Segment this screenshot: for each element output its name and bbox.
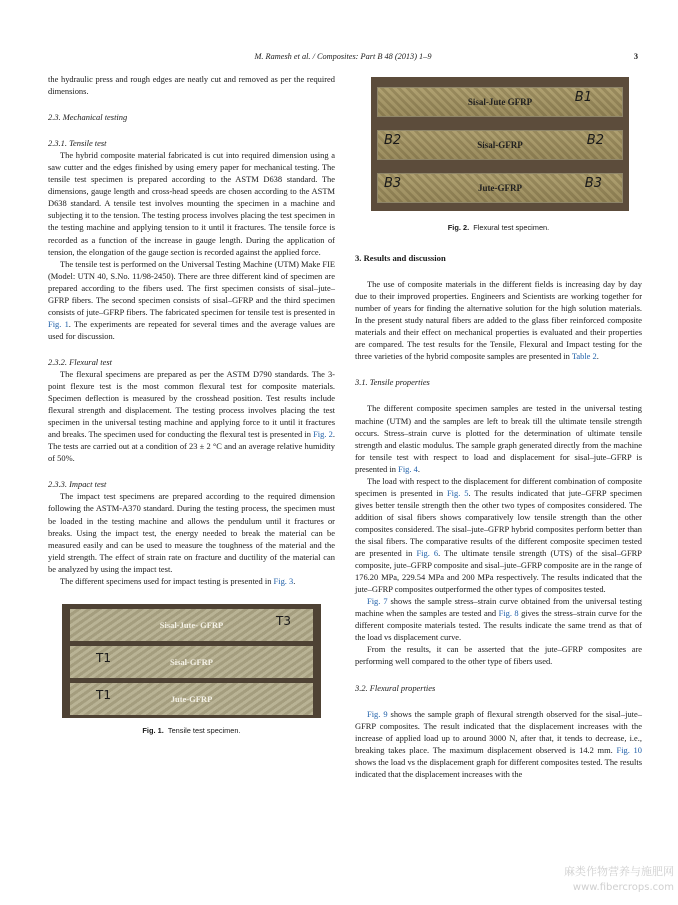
watermark-url: www.fibercrops.com [572, 882, 674, 893]
subsection-heading-tensile-test: 2.3.1. Tensile test [48, 138, 107, 149]
section-heading-results: 3. Results and discussion [355, 253, 446, 264]
paragraph: The hybrid composite material fabricated is cut into required dimension using a saw cutter and the edges finished by using emery paper for mechanical testing. The tensile test specimen is prepared according to the ASTM D638 standard. The dimensions, gauge length and cross-head speeds are chosen according to the ASTM D638 standard. A tensile test involves mounting the specimen in a machine and subjecting it to the tension. The testing process involves placing the test specimen in the testing machine and applying tension to it until it fractures. The tensile force is recorded as a function of the increase in gauge length. During the application of tension, the elongation of the gauge section is recorded against the applied force. [48, 150, 335, 257]
specimen-strip: B2 Sisal-GFRP B2 [377, 130, 623, 160]
subsection-heading-flexural-test: 2.3.2. Flexural test [48, 356, 112, 367]
specimen-strip: Sisal-Jute GFRP B1 [377, 87, 623, 117]
fig10-link[interactable]: Fig. 10 [616, 744, 642, 755]
paragraph: From the results, it can be asserted that the jute–GFRP composites are performing well compared to the other type of fibers used. [355, 644, 642, 667]
fig6-link[interactable]: Fig. 6 [416, 548, 439, 559]
subsection-heading-impact-test: 2.3.3. Impact test [48, 479, 107, 490]
specimen-strip: T1 Sisal-GFRP [70, 646, 313, 678]
paragraph: Fig. 7 shows the sample stress–strain curve obtained from the universal testing machine when the samples are tested and Fig. 8 gives the stress–strain curve for the different composite materials tested. The results indicate the same trend as that of the load vs displacement curve. [355, 596, 643, 643]
paragraph: the hydraulic press and rough edges are neatly cut and removed as per the required dimensions. [48, 74, 335, 97]
right-column [355, 77, 642, 780]
journal-citation: M. Ramesh et al. / Composites: Part B 48 (2013) 1–9 [254, 52, 432, 61]
page-number: 3 [633, 52, 638, 61]
fig1-link[interactable]: Fig. 1 [48, 318, 69, 329]
fig2-link[interactable]: Fig. 2 [313, 429, 333, 440]
paragraph: The use of composite materials in the different fields is increasing day by day due to their improved properties. Engineers and Scientists are working together for number of years for finding the alternative solution for the high solution materials. In the present study natural fibers are added to the glass fiber reinforced composite materials and their effect on mechanical properties is evaluated and their properties are compared. The test results for the Tensile, Flexural and Impact testing for the three varieties of the hybrid composite samples are presented in Table 2. [355, 279, 642, 362]
section-heading-mechanical-testing: 2.3. Mechanical testing [48, 112, 128, 123]
watermark-text: 麻类作物营养与施肥网 [564, 865, 674, 878]
paragraph: Fig. 9 shows the sample graph of flexural strength observed for the sisal–jute–GFRP composites. The result indicated that the displacement increases with the increase of applied load up to around 3000 N, after that, it tends to decrease, i.e., breaking takes place. The maximum displacement observed is 14.2 mm. Fig. 10 shows the load vs the displacement graph for different composites tested. The results indicated that the displacement increases with the [355, 708, 642, 779]
running-header [48, 52, 638, 66]
fig5-link[interactable]: Fig. 5 [446, 487, 469, 498]
left-column [48, 73, 335, 737]
paragraph: The tensile test is performed on the Universal Testing Machine (UTM) Make FIE (Model: UTN 40, S.No. 11/98-2450). There are three different kind of specimen are prepared according to the fibers used. The first specimen consists of sisal–jute–GFRP fibers. The second specimen consists of sisal–GFRP and the third specimen consists of jute–GFRP fibers. The fabricated specimen for tensile test is presented in Fig. 1. The experiments are repeated for several times and the average values are used for discussion. [48, 258, 335, 341]
specimen-strip: B3 Jute-GFRP B3 [377, 173, 623, 203]
paragraph: The different composite specimen samples are tested in the universal testing machine (UTM) and the samples are left to break till the ultimate tensile strength occurs. Stress–strain curve is plotted for the determination of ultimate tensile strength and elastic modulus. The sample graph generated directly from the machine for tensile test with respect to load and displacement for sisal–jute–GFRP is presented in Fig. 4. [355, 403, 642, 474]
fig7-link[interactable]: Fig. 7 [367, 596, 388, 607]
fig8-link[interactable]: Fig. 8 [498, 608, 519, 619]
paragraph: The load with respect to the displacement for different combination of composite specimen is presented in Fig. 5. The results indicated that jute–GFRP specimen gives better tensile strength then the other two types of composites considered. The addition of sisal fibers shows comparatively low tensile strength than the other composites considered. The sisal–jute–GFRP hybrid composites perform better than the sisal fibers. The comparative results of the different composite specimen tested are presented in Fig. 6. The ultimate tensile strength (UTS) of the sisal–GFRP composite, jute–GFRP composite and sisal–jute–GFRP composite are in the range of 176.20 MPa, 229.54 MPa and 200 MPa respectively. The results indicated that the jute–GFRP composites outperformed the other types of composites tested. [355, 475, 642, 595]
subsection-heading-tensile-properties: 3.1. Tensile properties [355, 377, 430, 388]
figure-1-caption: Fig. 1. Tensile test specimen. [142, 725, 241, 735]
paragraph: The impact test specimens are prepared according to the required dimension following the ASTM-A370 standard. During the testing process, the specimen must be loaded in the testing machine and allows the pendulum until it fractures or breaks. Using the impact test, the energy needed to break the material can be measured easily and can be used to measure the toughness of the material and the yield strength. The effect of strain rate on fracture and ductility of the material can be analyzed by using the impact test. [48, 491, 335, 574]
table2-link[interactable]: Table 2 [571, 351, 597, 362]
fig4-link[interactable]: Fig. 4 [398, 463, 418, 474]
subsection-heading-flexural-properties: 3.2. Flexural properties [355, 682, 436, 693]
specimen-strip: Sisal-Jute- GFRP T3 [70, 609, 313, 641]
figure-1-tensile-specimens [62, 604, 321, 718]
paragraph: The different specimens used for impact testing is presented in Fig. 3. [60, 575, 296, 586]
figure-2-caption: Fig. 2. Flexural test specimen. [447, 223, 550, 232]
specimen-strip: T1 Jute-GFRP [70, 683, 313, 715]
fig3-link[interactable]: Fig. 3 [273, 575, 294, 586]
fig9-link[interactable]: Fig. 9 [367, 708, 388, 719]
figure-2-flexural-specimens [371, 77, 629, 211]
paragraph: The flexural specimens are prepared as per the ASTM D790 standards. The 3-point flexure test is the most common flexural test for composite materials. Specimen deflection is measured by the crosshead position. Test results include flexural strength and displacement. The testing process involves placing the test specimen in the universal testing machine and applying force to it until it fractures and breaks. The specimen used for conducting the flexural test is presented in Fig. 2. The tests are carried out at a condition of 23 ± 2 °C and an average relative humidity of 50%. [48, 368, 335, 464]
